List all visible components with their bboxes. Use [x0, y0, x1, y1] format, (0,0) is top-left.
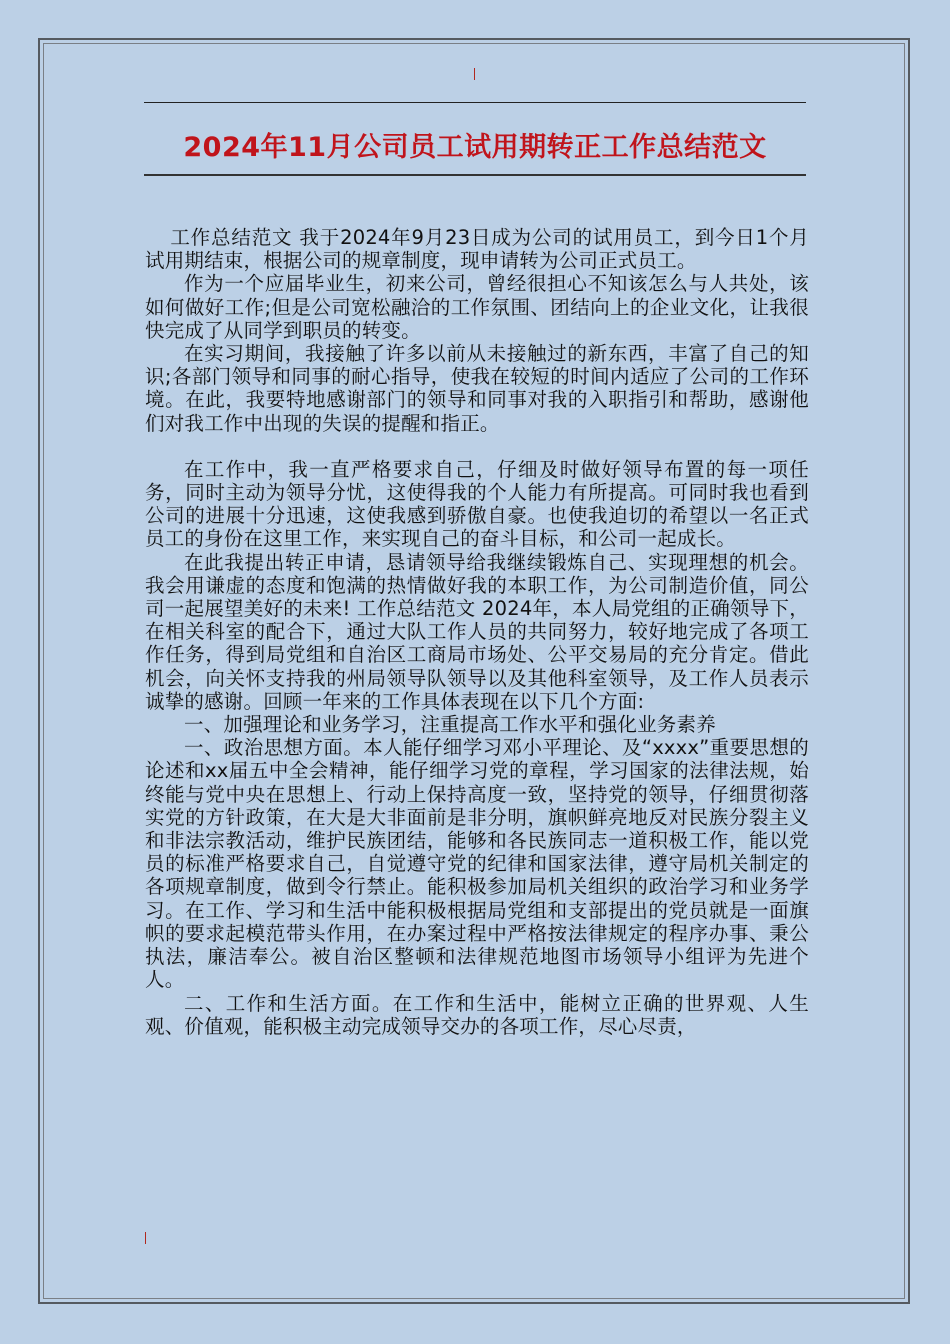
section-heading: 一、加强理论和业务学习，注重提高工作水平和强化业务素养	[184, 713, 716, 737]
paragraph: 在实习期间，我接触了许多以前从未接触过的新东西，丰富了自己的知识;各部门领导和同事的耐心指导，使我在较短的时间内适应了公司的工作环境。在此，我要特地感谢部门的领导和同事对我的入职指引和帮助，感谢他们对我工作中出现的失误的提醒和指正。	[145, 342, 809, 435]
paragraph: 工作总结范文 我于2024年9月23日成为公司的试用员工，到今日1个月试用期结束，根据公司的规章制度，现申请转为公司正式员工。	[145, 226, 809, 273]
header-rule	[144, 102, 806, 103]
paragraph: 一、政治思想方面。本人能仔细学习邓小平理论、及“xxxx”重要思想的论述和xx届五中全会精神，能仔细学习党的章程，学习国家的法律法规，始终能与党中央在思想上、行动上保持高度一致，坚持党的领导，仔细贯彻落实党的方针政策，在大是大非面前是非分明，旗帜鲜亮地反对民族分裂主义和非法宗教活动，维护民族团结，能够和各民族同志一道积极工作，能以党员的标准严格要求自己，自觉遵守党的纪律和国家法律，遵守局机关制定的各项规章制度，做到令行禁止。能积极参加局机关组织的政治学习和业务学习。在工作、学习和生活中能积极根据局党组和支部提出的党员就是一面旗帜的要求起模范带头作用，在办案过程中严格按法律规定的程序办事、秉公执法，廉洁奉公。被自治区整顿和法律规范地图市场领导小组评为先进个人。	[145, 736, 809, 992]
text-cursor-top	[474, 68, 475, 80]
document-body	[145, 226, 809, 1038]
paragraph: 在工作中，我一直严格要求自己，仔细及时做好领导布置的每一项任务，同时主动为领导分忧，这使得我的个人能力有所提高。可同时我也看到公司的进展十分迅速，这使我感到骄傲自豪。也使我迫切的希望以一名正式员工的身份在这里工作，来实现自己的奋斗目标，和公司一起成长。	[145, 457, 809, 551]
text-cursor-bottom	[145, 1232, 146, 1244]
paragraph: 作为一个应届毕业生，初来公司，曾经很担心不知该怎么与人共处，该如何做好工作;但是公司宽松融洽的工作氛围、团结向上的企业文化，让我很快完成了从同学到职员的转变。	[145, 272, 809, 342]
document-title: 2024年11月公司员工试用期转正工作总结范文	[183, 132, 767, 163]
title-underline	[144, 174, 806, 176]
paragraph: 二、工作和生活方面。在工作和生活中，能树立正确的世界观、人生观、价值观，能积极主动完成领导交办的各项工作，尽心尽责，	[145, 991, 809, 1038]
paragraph: 在此我提出转正申请，恳请领导给我继续锻炼自己、实现理想的机会。我会用谦虚的态度和饱满的热情做好我的本职工作，为公司制造价值，同公司一起展望美好的未来! 工作总结范文 2024年，本人局党组的正确领导下，在相关科室的配合下，通过大队工作人员的共同努力，较好地完成了各项工作任务，得到局党组和自治区工商局市场处、公平交易局的充分肯定。借此机会，向关怀支持我的州局领导队领导以及其他科室领导，及工作人员表示诚挚的感谢。回顾一年来的工作具体表现在以下几个方面:	[145, 550, 809, 713]
